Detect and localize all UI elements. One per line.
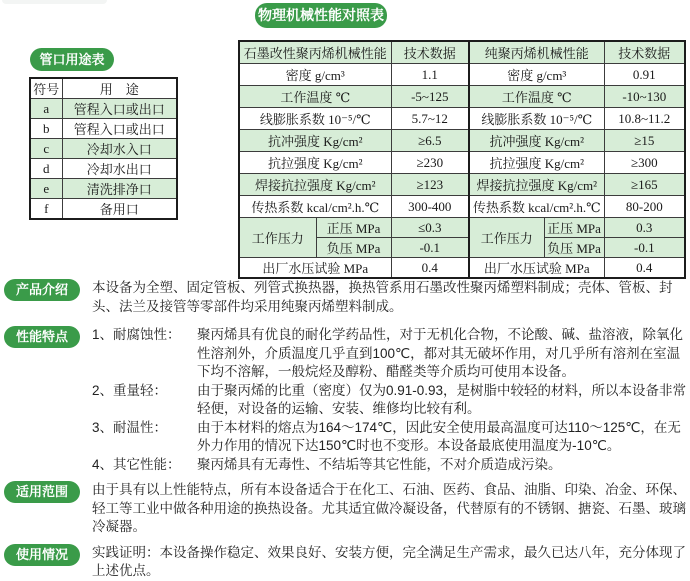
property-cell: 抗冲强度 Kg/cm² [469, 130, 604, 152]
port-use: 备用口 [62, 199, 177, 220]
port-symbol: b [30, 119, 62, 139]
port-use: 管程入口或出口 [62, 119, 177, 139]
table-row [30, 119, 177, 139]
property-cell: 密度 g/cm³ [469, 64, 604, 86]
property-cell: 传热系数 kcal/cm².h.℃ [469, 196, 604, 218]
table-row [30, 199, 177, 220]
item-text: 由于聚丙烯的比重（密度）仅为0.91-0.93，是树脂中较轻的材料，所以本设备非常轻便，对设备的运输、安装、维修均比较有利。 [197, 382, 687, 416]
port-use: 管程入口或出口 [62, 99, 177, 119]
port-symbol: c [30, 139, 62, 159]
property-cell: 抗冲强度 Kg/cm² [239, 130, 391, 152]
value-cell: 0.4 [604, 258, 685, 279]
table-row-hydrotest [239, 258, 685, 279]
port-symbol: d [30, 159, 62, 179]
port-use: 清洗排净口 [62, 179, 177, 199]
table-row [239, 86, 685, 108]
paragraph: 由于具有以上性能特点，所有本设备适合于在化工、石油、医药、食品、油脂、印染、冶金、环保、轻工等工业中做各种用途的换热设备。尤其适宜做冷凝设备，代替原有的不锈钢、搪瓷、石墨、玻璃冷凝器。 [92, 482, 686, 534]
paragraph: 实践证明：本设备操作稳定、效果良好、安装方便，完全满足生产需求，最久已达八年，充分体现了上述优点。 [92, 544, 686, 578]
table-row [239, 130, 685, 152]
port-use: 冷却水入口 [62, 139, 177, 159]
table-row [30, 159, 177, 179]
table-row [239, 196, 685, 218]
item-text: 聚丙烯具有无毒性、不结垢等其它性能，不对介质造成污染。 [197, 456, 562, 472]
value-cell: 10.8~11.2 [604, 108, 685, 130]
mechanical-properties-table [238, 40, 686, 279]
property-cell: 传热系数 kcal/cm².h.℃ [239, 196, 391, 218]
port-table-title-badge: 管口用途表 [30, 48, 114, 71]
property-cell: 密度 g/cm³ [239, 64, 391, 86]
port-header-use: 用 途 [62, 78, 177, 99]
value-cell: -0.1 [391, 238, 469, 258]
pressure-sub-cell: 正压 MPa [544, 218, 604, 238]
property-cell: 出厂水压试验 MPa [239, 258, 391, 279]
paragraph: 本设备为全塑、固定管板、列管式换热器，换热管系用石墨改性聚丙烯塑料制成；壳体、管板、封头、法兰及接管等零部件均采用纯聚丙烯塑料制成。 [92, 280, 673, 314]
property-cell: 工作温度 ℃ [239, 86, 391, 108]
table-row [239, 174, 685, 196]
list-item [92, 419, 688, 456]
property-cell: 抗拉强度 Kg/cm² [469, 152, 604, 174]
performance-features-list [92, 326, 688, 474]
port-symbol: f [30, 199, 62, 220]
section-product-intro [4, 279, 688, 316]
value-cell: 0.3 [604, 218, 685, 238]
table-row [239, 64, 685, 86]
usage-record-badge: 使用情况 [4, 544, 80, 566]
property-cell: 线膨胀系数 10⁻⁵/℃ [239, 108, 391, 130]
main-table-title-badge: 物理机械性能对照表 [255, 3, 387, 28]
item-label: 1、耐腐蚀性： [92, 327, 181, 342]
list-item [92, 456, 688, 475]
value-cell: ≥165 [604, 174, 685, 196]
property-cell: 工作温度 ℃ [469, 86, 604, 108]
list-item [92, 326, 688, 382]
value-cell: -10~130 [604, 86, 685, 108]
item-label: 3、耐温性： [92, 419, 168, 435]
pressure-sub-cell: 正压 MPa [316, 218, 391, 238]
value-cell: 5.7~12 [391, 108, 469, 130]
value-cell: 80-200 [604, 196, 685, 218]
value-cell: ≥123 [391, 174, 469, 196]
table-row [239, 152, 685, 174]
pressure-group-cell: 工作压力 [239, 218, 316, 258]
item-label: 4、其它性能： [92, 456, 181, 472]
application-scope-badge: 适用范围 [4, 481, 80, 503]
property-cell: 线膨胀系数 10⁻⁵/℃ [469, 108, 604, 130]
value-cell: ≥230 [391, 152, 469, 174]
property-cell: 焊接抗拉强度 Kg/cm² [239, 174, 391, 196]
value-cell: -5~125 [391, 86, 469, 108]
table-row [30, 99, 177, 119]
value-cell: ≥15 [604, 130, 685, 152]
pressure-sub-cell: 负压 MPa [544, 238, 604, 258]
header-tech-data-left: 技术数据 [391, 41, 469, 64]
section-performance-features [4, 326, 688, 474]
value-cell: -0.1 [604, 238, 685, 258]
pressure-sub-cell: 负压 MPa [316, 238, 391, 258]
application-scope-text [92, 481, 688, 537]
port-use: 冷却水出口 [62, 159, 177, 179]
table-row [239, 108, 685, 130]
item-label: 2、重量轻： [92, 382, 168, 398]
value-cell: 0.4 [391, 258, 469, 279]
value-cell: ≥6.5 [391, 130, 469, 152]
table-row [30, 139, 177, 159]
section-application-scope [4, 481, 688, 537]
performance-features-badge: 性能特点 [4, 326, 80, 348]
list-item [92, 382, 688, 419]
value-cell: 300-400 [391, 196, 469, 218]
table-row [30, 179, 177, 199]
table-row-pressure-positive [239, 218, 685, 238]
product-intro-text [92, 279, 688, 316]
value-cell: 0.91 [604, 64, 685, 86]
main-table-header-row [239, 41, 685, 64]
header-graphite-pp: 石墨改性聚丙烯机械性能 [239, 41, 391, 64]
item-text: 由于本材料的熔点为164～174℃，因此安全使用最高温度可达110～125℃，在无外力作用的情况下达150℃时也不变形。本设备最底使用温度为-10℃。 [197, 419, 681, 453]
value-cell: ≤0.3 [391, 218, 469, 238]
property-cell: 抗拉强度 Kg/cm² [239, 152, 391, 174]
port-usage-table [29, 77, 178, 220]
item-text: 聚丙烯具有优良的耐化学药品性，对于无机化合物，不论酸、碱、盐溶液，除氧化性溶剂外，介质温度几乎直到100℃，都对其无破坏作用，对几乎所有溶剂在室温下均不溶解，一般烷烃及醇粉、醋醛类等介质均可使用本设备。 [197, 327, 683, 379]
text-sections [4, 279, 688, 581]
property-cell: 出厂水压试验 MPa [469, 258, 604, 279]
value-cell: ≥300 [604, 152, 685, 174]
header-pure-pp: 纯聚丙烯机械性能 [469, 41, 604, 64]
port-symbol: a [30, 99, 62, 119]
property-cell: 焊接抗拉强度 Kg/cm² [469, 174, 604, 196]
port-symbol: e [30, 179, 62, 199]
usage-record-text [92, 544, 688, 581]
product-intro-badge: 产品介绍 [4, 279, 80, 301]
port-header-symbol: 符号 [30, 78, 62, 99]
pressure-group-cell: 工作压力 [469, 218, 544, 258]
header-tech-data-right: 技术数据 [604, 41, 685, 64]
page-edge-artifact [2, 0, 107, 4]
port-table-header-row [30, 78, 177, 99]
value-cell: 1.1 [391, 64, 469, 86]
section-usage-record [4, 544, 688, 581]
